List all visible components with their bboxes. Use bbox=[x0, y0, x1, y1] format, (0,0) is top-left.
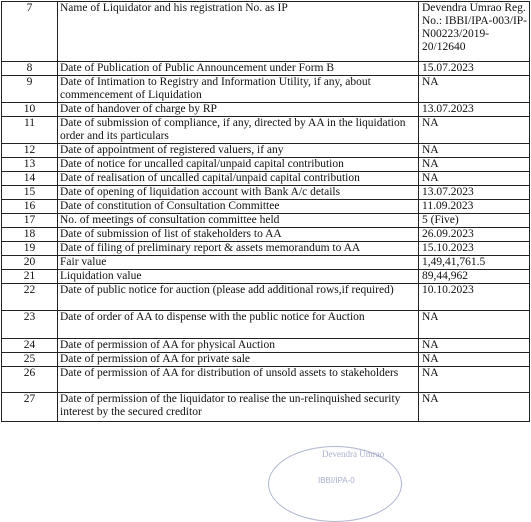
row-particular: Date of Intimation to Registry and Information Utility, if any, about commencement of Liquidation bbox=[58, 76, 419, 103]
row-particular: Date of permission of AA for physical Auction bbox=[58, 339, 419, 353]
table-row bbox=[2, 2, 530, 62]
row-value: 15.10.2023 bbox=[419, 242, 530, 256]
row-particular: Date of appointment of registered valuers, if any bbox=[58, 144, 419, 158]
row-value: 1,49,41,761.5 bbox=[419, 256, 530, 270]
seal-name-text: Devendra Umrao bbox=[322, 449, 385, 459]
row-number: 15 bbox=[2, 186, 58, 200]
row-particular: Fair value bbox=[58, 256, 419, 270]
row-number: 23 bbox=[2, 311, 58, 339]
row-number: 14 bbox=[2, 172, 58, 186]
table-row bbox=[2, 256, 530, 270]
row-number: 13 bbox=[2, 158, 58, 172]
row-particular: Liquidation value bbox=[58, 270, 419, 284]
liquidation-details-table bbox=[1, 1, 530, 422]
row-number: 16 bbox=[2, 200, 58, 214]
row-value: NA bbox=[419, 76, 530, 103]
row-value: 13.07.2023 bbox=[419, 103, 530, 117]
row-number: 7 bbox=[2, 2, 58, 62]
row-number: 22 bbox=[2, 284, 58, 311]
table-row bbox=[2, 242, 530, 256]
row-particular: Date of realisation of uncalled capital/unpaid capital contribution bbox=[58, 172, 419, 186]
table-row bbox=[2, 228, 530, 242]
row-number: 27 bbox=[2, 393, 58, 422]
row-value: NA bbox=[419, 393, 530, 422]
row-value: NA bbox=[419, 353, 530, 367]
row-particular: Date of submission of compliance, if any, directed by AA in the liquidation order and its particulars bbox=[58, 117, 419, 144]
table-row bbox=[2, 284, 530, 311]
row-particular: Date of notice for uncalled capital/unpaid capital contribution bbox=[58, 158, 419, 172]
row-particular: Date of public notice for auction (please add additional rows,if required) bbox=[58, 284, 419, 311]
row-value: 10.10.2023 bbox=[419, 284, 530, 311]
row-number: 9 bbox=[2, 76, 58, 103]
row-value: NA bbox=[419, 158, 530, 172]
row-value: NA bbox=[419, 144, 530, 158]
table-row bbox=[2, 103, 530, 117]
row-number: 18 bbox=[2, 228, 58, 242]
row-number: 10 bbox=[2, 103, 58, 117]
row-particular: Date of submission of list of stakeholders to AA bbox=[58, 228, 419, 242]
seal-code-text: IBBI/IPA-0 bbox=[318, 476, 355, 485]
row-particular: Date of permission of AA for distribution of unsold assets to stakeholders bbox=[58, 367, 419, 393]
row-number: 20 bbox=[2, 256, 58, 270]
row-number: 25 bbox=[2, 353, 58, 367]
row-value: NA bbox=[419, 367, 530, 393]
table-row bbox=[2, 186, 530, 200]
table-row bbox=[2, 393, 530, 422]
liquidator-seal bbox=[268, 446, 402, 522]
row-number: 26 bbox=[2, 367, 58, 393]
row-particular: Date of order of AA to dispense with the public notice for Auction bbox=[58, 311, 419, 339]
row-value: Devendra Umrao Reg. No.: IBBI/IPA-003/IP-N00223/2019-20/12640 bbox=[419, 2, 530, 62]
table-row bbox=[2, 158, 530, 172]
row-particular: Date of permission of AA for private sale bbox=[58, 353, 419, 367]
table-row bbox=[2, 117, 530, 144]
row-particular: Date of constitution of Consultation Committee bbox=[58, 200, 419, 214]
table-row bbox=[2, 144, 530, 158]
row-particular: Date of opening of liquidation account with Bank A/c details bbox=[58, 186, 419, 200]
row-particular: Date of permission of the liquidator to realise the un-relinquished security interest by the secured creditor bbox=[58, 393, 419, 422]
row-value: NA bbox=[419, 172, 530, 186]
row-number: 24 bbox=[2, 339, 58, 353]
row-number: 12 bbox=[2, 144, 58, 158]
row-value: 15.07.2023 bbox=[419, 62, 530, 76]
row-value: 26.09.2023 bbox=[419, 228, 530, 242]
table-row bbox=[2, 270, 530, 284]
table-row bbox=[2, 367, 530, 393]
table-row bbox=[2, 172, 530, 186]
row-number: 17 bbox=[2, 214, 58, 228]
row-particular: Date of filing of preliminary report & assets memorandum to AA bbox=[58, 242, 419, 256]
row-particular: No. of meetings of consultation committee held bbox=[58, 214, 419, 228]
row-particular: Name of Liquidator and his registration No. as IP bbox=[58, 2, 419, 62]
row-value: NA bbox=[419, 339, 530, 353]
table-row bbox=[2, 62, 530, 76]
table-row bbox=[2, 200, 530, 214]
table-row bbox=[2, 353, 530, 367]
row-value: NA bbox=[419, 117, 530, 144]
row-value: NA bbox=[419, 311, 530, 339]
row-value: 89,44,962 bbox=[419, 270, 530, 284]
row-number: 19 bbox=[2, 242, 58, 256]
row-particular: Date of Publication of Public Announcement under Form B bbox=[58, 62, 419, 76]
row-number: 8 bbox=[2, 62, 58, 76]
row-number: 21 bbox=[2, 270, 58, 284]
row-particular: Date of handover of charge by RP bbox=[58, 103, 419, 117]
table-row bbox=[2, 76, 530, 103]
row-value: 5 (Five) bbox=[419, 214, 530, 228]
table-row bbox=[2, 311, 530, 339]
table-row bbox=[2, 214, 530, 228]
row-number: 11 bbox=[2, 117, 58, 144]
row-value: 11.09.2023 bbox=[419, 200, 530, 214]
table-row bbox=[2, 339, 530, 353]
row-value: 13.07.2023 bbox=[419, 186, 530, 200]
